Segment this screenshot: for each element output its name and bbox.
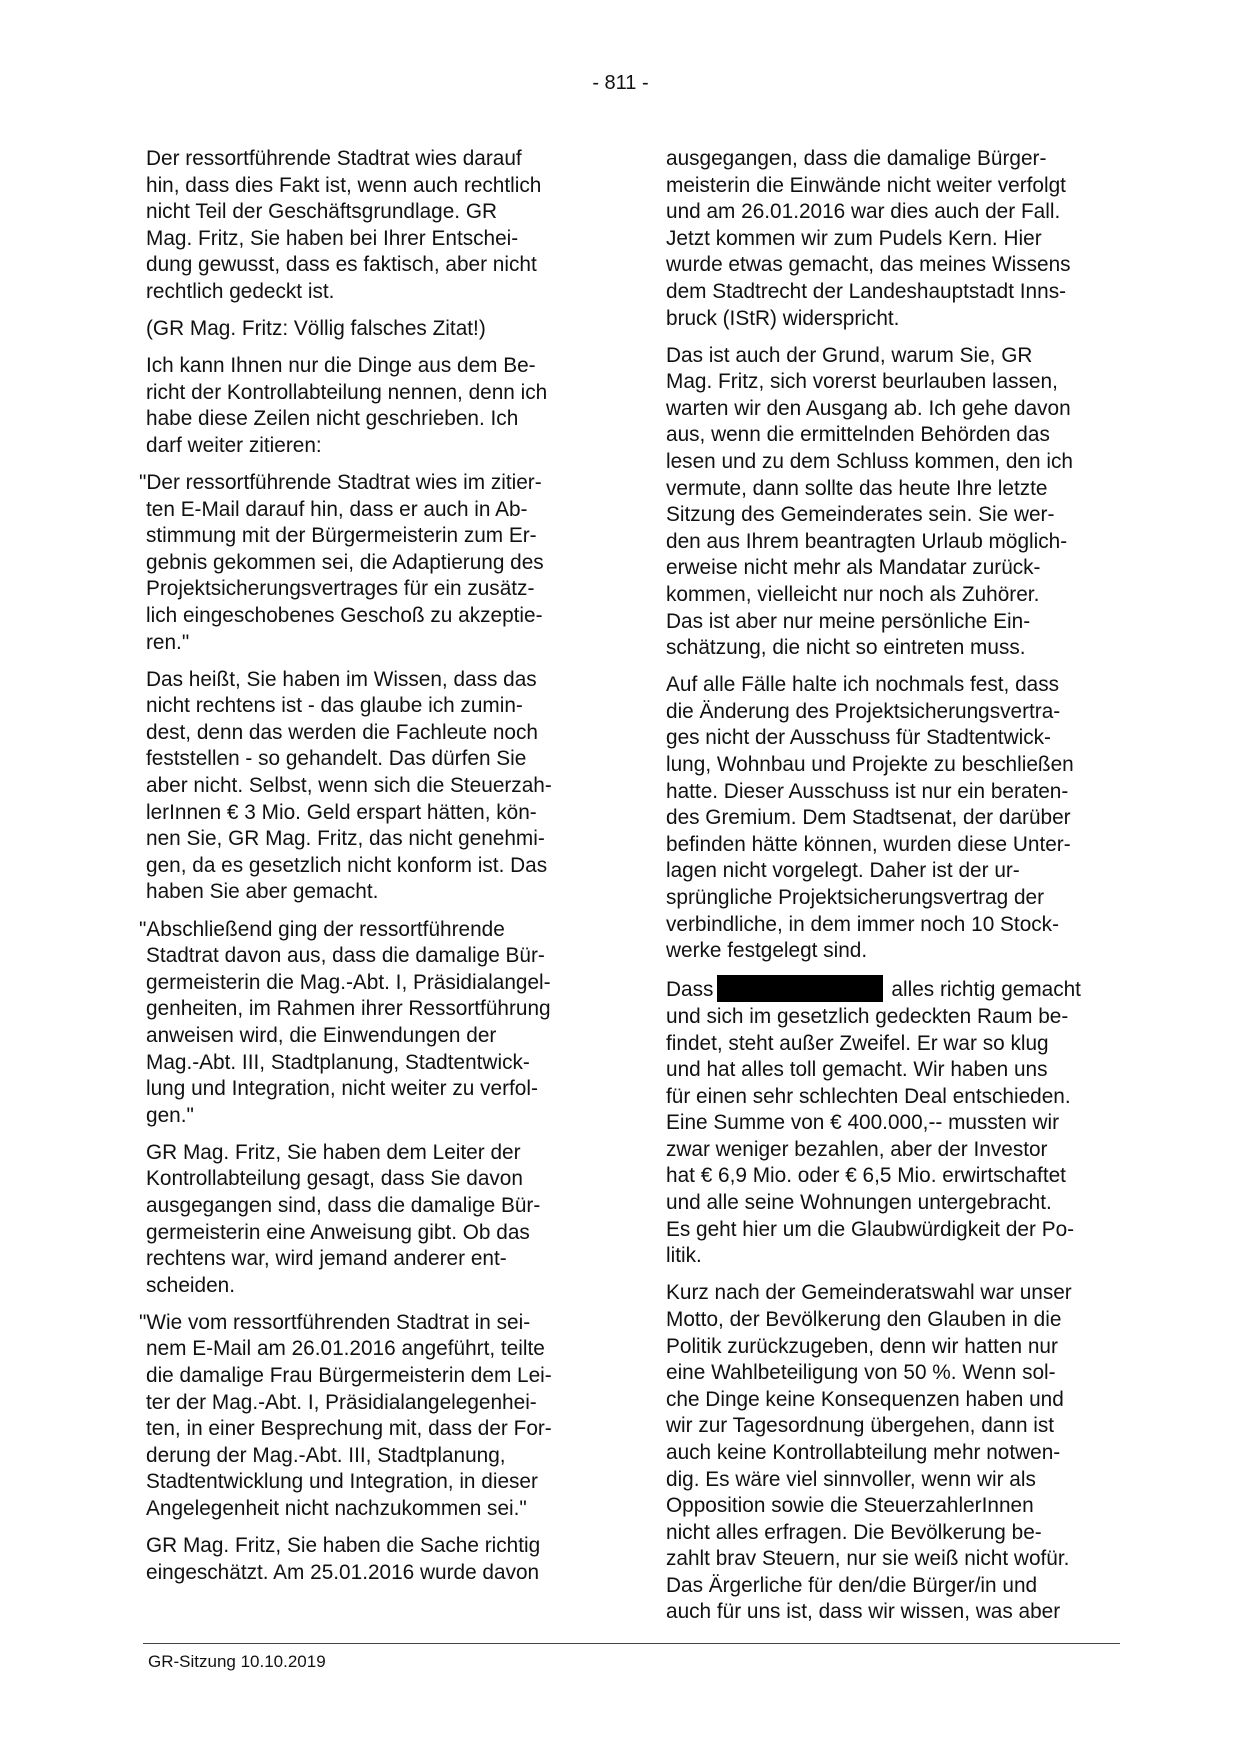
quote-2: "Abschließend ging der ressortführende Stadtrat davon aus, dass die damalige Bür- germeisterin die Mag.-Abt. I, Präsidialangel- genheiten, im Rahmen ihrer Ressortführung anweisen wird, die Einwendungen der Mag.-Abt. III, Stadtplanung, Stadtentwick- lung und Integration, nicht weiter zu verfol- gen." <box>139 917 551 1127</box>
paragraph-9 <box>666 975 1118 1270</box>
footer-divider <box>143 1643 1120 1644</box>
paragraph-7: Das ist auch der Grund, warum Sie, GR Mag. Fritz, sich vorerst beurlauben lassen, warten wir den Ausgang ab. Ich gehe davon aus, wenn die ermittelnden Behörden das lesen und zu dem Schluss kommen, den ich vermute, dann sollte das heute Ihre letzte Sitzung des Gemeinderates sein. Sie wer- den aus Ihrem beantragten Urlaub möglich- erweise nicht mehr als Mandatar zurück- kommen, vielleicht nur noch als Zuhörer. Das ist aber nur meine persönliche Ein- schätzung, die nicht so eintreten muss. <box>666 343 1073 660</box>
quote-3: "Wie vom ressortführenden Stadtrat in sei- nem E-Mail am 26.01.2016 angeführt, teilte die damalige Frau Bürgermeisterin dem Lei- ter der Mag.-Abt. I, Präsidialangelegenhei- ten, in einer Besprechung mit, dass der For- derung der Mag.-Abt. III, Stadtplanung, Stadtentwicklung und Integration, in dieser Angelegenheit nicht nachzukommen sei." <box>139 1310 552 1520</box>
paragraph-10: Kurz nach der Gemeinderatswahl war unser Motto, der Bevölkerung den Glauben in die Politik zurückzugeben, denn wir hatten nur eine Wahlbeteiligung von 50 %. Wenn sol- che Dinge keine Konsequenzen haben und wir zur Tagesordnung übergehen, dann ist auch keine Kontrollabteilung mehr notwen- dig. Es wäre viel sinnvoller, wenn wir als Opposition sowie die SteuerzahlerInnen nicht alles erfragen. Die Bevölkerung be- zahlt brav Steuern, nur sie weiß nicht wofür. Das Ärgerliche für den/die Bürger/in und auch für uns ist, dass wir wissen, was aber <box>666 1281 1072 1624</box>
paragraph-9-body: alles richtig gemacht und sich im gesetzlich gedeckten Raum be- findet, steht außer Zweifel. Er war so klug und hat alles toll gemacht. Wir haben uns für einen sehr schlechten Deal entschieden. Eine Summe von € 400.000,-- mussten wir zwar weniger bezahlen, aber der Investor hat € 6,9 Mio. oder € 6,5 Mio. erwirtschaftet und alle seine Wohnungen untergebracht. Es geht hier um die Glaubwürdigkeit der Po- litik. <box>666 978 1081 1268</box>
paragraph-8: Auf alle Fälle halte ich nochmals fest, dass die Änderung des Projektsicherungsvertra- ges nicht der Ausschuss für Stadtentwick- lung, Wohnbau und Projekte zu beschließen hatte. Dieser Ausschuss ist nur ein beraten- des Gremium. Dem Stadtsenat, der darüber befinden hätte können, wurden diese Unter- lagen nicht vorgelegt. Daher ist der ur- sprüngliche Projektsicherungsvertrag der verbindliche, in dem immer noch 10 Stock- werke festgelegt sind. <box>666 673 1074 963</box>
paragraph-6: ausgegangen, dass die damalige Bürger- meisterin die Einwände nicht weiter verfolgt und am 26.01.2016 war dies auch der Fall. Jetzt kommen wir zum Pudels Kern. Hier wurde etwas gemacht, das meines Wissens dem Stadtrecht der Landeshauptstadt Inns- bruck (IStR) widerspricht. <box>666 147 1071 330</box>
quote-1: "Der ressortführende Stadtrat wies im zitier- ten E-Mail darauf hin, dass er auch in Ab- stimmung mit der Bürgermeisterin zum Er- gebnis gekommen sei, die Adaptierung des Projektsicherungsvertrages für ein zusätz- lich eingeschobenes Geschoß zu akzeptie- ren." <box>139 471 544 654</box>
page-number: - 811 - <box>592 72 649 94</box>
paragraph-2: Ich kann Ihnen nur die Dinge aus dem Be- richt der Kontrollabteilung nennen, denn ich habe diese Zeilen nicht geschrieben. Ich darf weiter zitieren: <box>146 354 548 457</box>
left-column <box>139 146 596 1597</box>
footer-session-date: GR-Sitzung 10.10.2019 <box>148 1652 326 1671</box>
paragraph-5: GR Mag. Fritz, Sie haben die Sache richtig eingeschätzt. Am 25.01.2016 wurde davon <box>146 1534 541 1584</box>
paragraph-9-lead: Dass <box>666 978 714 1002</box>
interjection: (GR Mag. Fritz: Völlig falsches Zitat!) <box>146 317 486 341</box>
paragraph-1: Der ressortführende Stadtrat wies darauf hin, dass dies Fakt ist, wenn auch rechtlich nicht Teil der Geschäftsgrundlage. GR Mag. Fritz, Sie haben bei Ihrer Entschei- dung gewusst, dass es faktisch, aber nicht rechtlich gedeckt ist. <box>146 147 542 303</box>
paragraph-3: Das heißt, Sie haben im Wissen, dass das nicht rechtens ist - das glaube ich zumin- dest, denn das werden die Fachleute noch feststellen - so gehandelt. Das dürfen Sie aber nicht. Selbst, wenn sich die Steuerzah- lerInnen € 3 Mio. Geld erspart hätten, kön- nen Sie, GR Mag. Fritz, das nicht genehmi- gen, da es gesetzlich nicht konform ist. Das haben Sie aber gemacht. <box>146 667 552 904</box>
right-column <box>666 146 1118 1637</box>
redaction-bar <box>717 975 883 1002</box>
paragraph-4: GR Mag. Fritz, Sie haben dem Leiter der Kontrollabteilung gesagt, dass Sie davon ausgegangen sind, dass die damalige Bür- germeisterin eine Anweisung gibt. Ob das rechtens war, wird jemand anderer ent- scheiden. <box>146 1140 541 1297</box>
